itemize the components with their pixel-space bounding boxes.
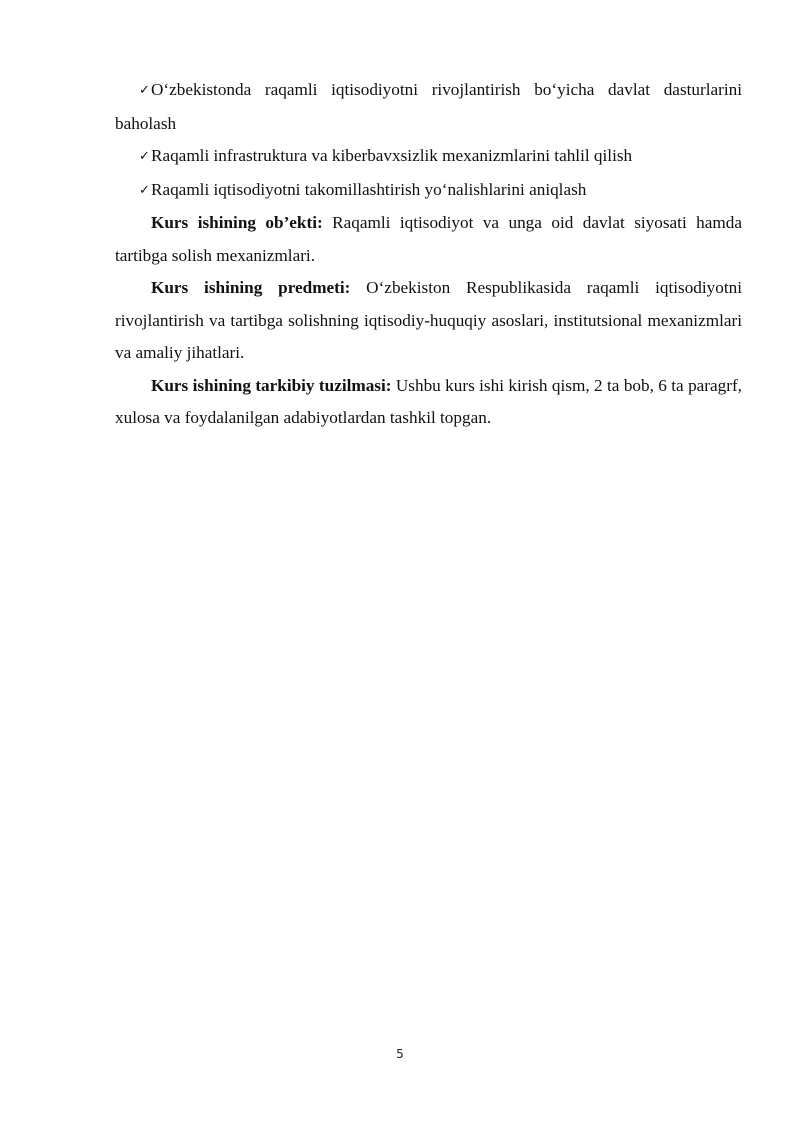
bullet-text: Raqamli iqtisodiyotni takomillashtirish yo‘nalishlarini aniqlash	[151, 179, 587, 199]
paragraph-structure	[115, 370, 742, 435]
paragraph-label: Kurs ishining tarkibiy tuzilmasi:	[151, 375, 392, 395]
bullet-item	[115, 140, 742, 174]
bullet-item	[115, 174, 742, 208]
checkmark-icon: ✓	[139, 83, 150, 98]
paragraph-text: O‘zbekiston Respublikasida raqamli iqtisodiyotni rivojlantirish va tartibga solishning iqtisodiy-huquqiy asoslari, institutsional mexanizmlari va amaliy jihatlari.	[115, 278, 742, 362]
paragraph-text: Raqamli iqtisodiyot va unga oid davlat siyosati hamda tartibga solish mexanizmlari.	[115, 213, 742, 265]
paragraph-text: Ushbu kurs ishi kirish qism, 2 ta bob, 6 ta paragrf, xulosa va foydalanilgan adabiyotlardan tashkil topgan.	[115, 375, 742, 427]
paragraph-label: Kurs ishining predmeti:	[151, 278, 351, 297]
page-number: 5	[396, 1047, 404, 1061]
checkmark-icon: ✓	[139, 182, 150, 198]
checkmark-icon: ✓	[139, 149, 150, 164]
bullet-text: Raqamli infrastruktura va kiberbavxsizlik mexanizmlarini tahlil qilish	[151, 146, 633, 165]
paragraph-object	[115, 207, 742, 272]
paragraph-label: Kurs ishining ob’ekti:	[151, 213, 323, 232]
paragraph-subject	[115, 272, 742, 370]
bullet-text: O‘zbekistonda raqamli iqtisodiyotni rivojlantirish bo‘yicha davlat dasturlarini baholash	[115, 80, 742, 133]
bullet-item	[115, 74, 742, 140]
document-body	[115, 74, 742, 435]
